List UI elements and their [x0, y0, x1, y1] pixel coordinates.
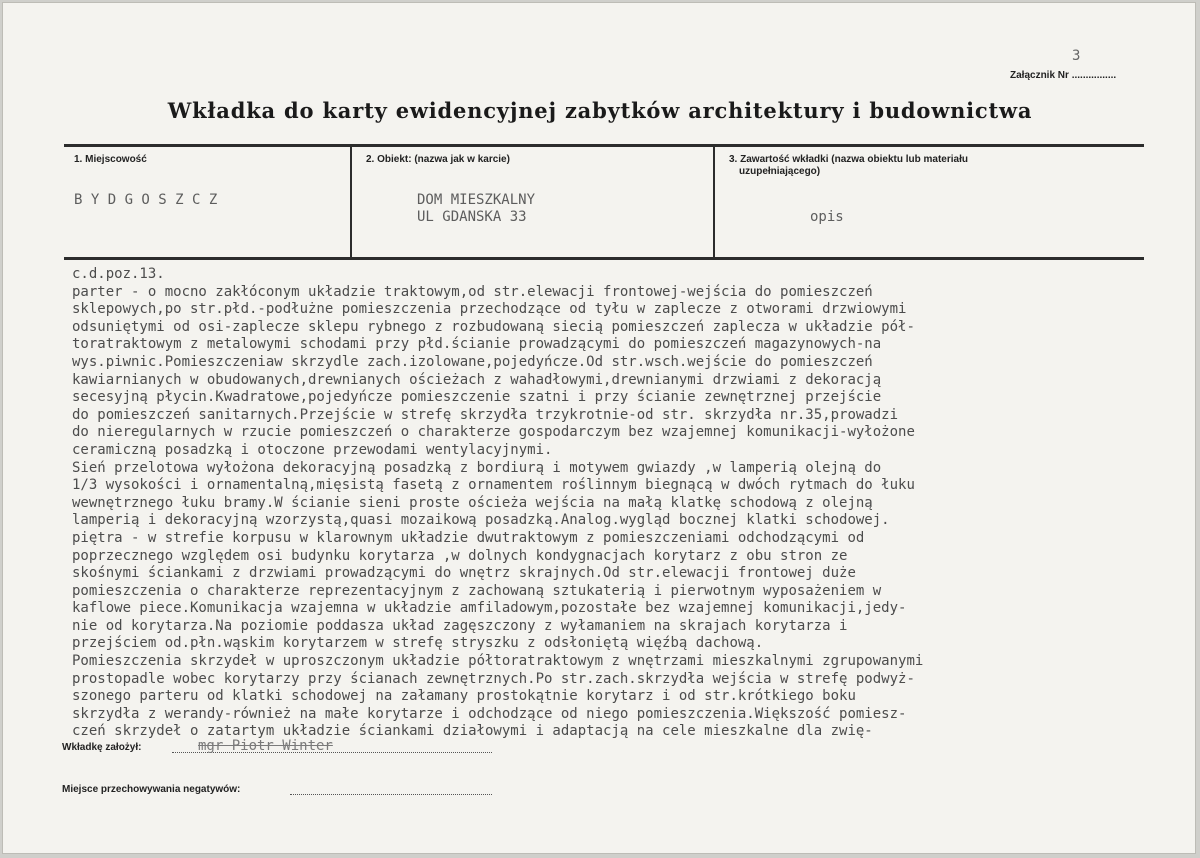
- content-value: opis: [810, 209, 844, 225]
- object-value-line1: DOM MIESZKALNY: [417, 192, 536, 208]
- text-line: ceramiczną posadzką i otoczone przewodami wentylacyjnymi.: [72, 441, 553, 458]
- text-line: do pomieszczeń sanitarnych.Przejście w strefę skrzydła trzykrotnie-od str. skrzydła nr.35,prowadzi: [72, 406, 899, 423]
- page-number: 3: [1072, 48, 1081, 64]
- text-line: szonego parteru od klatki schodowej na załamany prostokątnie korytarz i od str.krótkiego boku: [72, 688, 856, 705]
- column-divider-2: [713, 147, 715, 259]
- text-line: nie od korytarza.Na poziomie poddasza układ zagęszczony z wyłamaniem na skrajach korytarza i: [72, 617, 848, 634]
- text-line: kaflowe piece.Komunikacja wzajemna w układzie amfiladowym,pozostałe bez wzajemnej komunikacji,jedy-: [72, 600, 907, 617]
- table-bottom-rule: [64, 257, 1144, 260]
- text-line: parter - o mocno zakłóconym układzie traktowym,od str.elewacji frontowej-wejścia do pomieszczeń: [72, 283, 873, 300]
- text-line: prostopadle wobec korytarzy przy ścianach zewnętrznych.Po str.zach.skrzydła wejścia w strefę podwyż-: [72, 670, 915, 687]
- column-divider-1: [350, 147, 352, 259]
- table-top-rule: [64, 144, 1144, 147]
- object-value-line2: UL GDANSKA 33: [417, 209, 527, 225]
- text-line: poprzecznego względem osi budynku korytarza ,w dolnych kondygnacjach korytarz z obu stron ze: [72, 547, 848, 564]
- text-line: sklepowych,po str.płd.-podłużne pomieszczenia przechodzące od tyłu w zaplecze z otworami drzwiowymi: [72, 301, 907, 318]
- text-line: skrzydła z werandy-również na małe korytarze i odchodzące od niego pomieszczenia.Większość pomiesz-: [72, 705, 907, 722]
- text-line: secesyjną płycin.Kwadratowe,pojedyńcze pomieszczenie szatni i przy ścianie zewnętrznej przejście: [72, 389, 882, 406]
- text-line: wewnętrznego łuku bramy.W ścianie sieni proste ościeża wejścia na małą klatkę schodową z olejną: [72, 494, 873, 511]
- description-text: [72, 266, 923, 741]
- negatives-label: Miejsce przechowywania negatywów:: [62, 784, 241, 795]
- text-line: czeń skrzydeł o zatartym układzie ściankami działowymi i adaptacją na cele mieszkalne dla zwię-: [72, 723, 873, 740]
- text-line: Pomieszczenia skrzydeł w uproszczonym układzie półtoratraktowym z wnętrzami mieszkalnymi zgrupowanymi: [72, 653, 924, 670]
- text-line: c.d.poz.13.: [72, 266, 165, 282]
- text-line: lamperią i dekoracyjną wzorzystą,quasi mozaikową posadzką.Analog.wygląd bocznej klatki schodowej.: [72, 512, 890, 529]
- form-title: Wkładka do karty ewidencyjnej zabytków architektury i budownictwa: [167, 98, 1033, 123]
- text-line: odsuniętymi od osi-zaplecze sklepu rybnego z rozbudowaną siecią pomieszczeń zaplecza w układzie pół-: [72, 318, 915, 335]
- author-label: Wkładkę założył:: [62, 742, 142, 753]
- text-line: piętra - w strefie korpusu w klarownym układzie dwutraktowym z pomieszczeniami odchodzącymi od: [72, 529, 865, 546]
- text-line: skośnymi ściankami z drzwiami prowadzącymi do wnętrz skrajnych.Od str.elewacji frontowej duże: [72, 565, 856, 582]
- locality-label: 1. Miejscowość: [74, 154, 147, 165]
- object-label: 2. Obiekt: (nazwa jak w karcie): [366, 154, 510, 165]
- author-value: mgr Piotr Winter: [198, 738, 333, 754]
- text-line: toratraktowym z metalowymi schodami przy płd.ścianie prowadzącymi do pomieszczeń magazynowych-na: [72, 336, 882, 353]
- content-label: 3. Zawartość wkładki (nazwa obiektu lub materiału uzupełniającego): [729, 154, 968, 177]
- text-line: pomieszczenia o charakterze reprezentacyjnym z zachowaną sztukaterią i pierwotnym wyposażeniem w: [72, 582, 882, 599]
- attachment-label: Załącznik Nr ................: [1010, 70, 1117, 81]
- text-line: przejściem od.płn.wąskim korytarzem w strefę stryszku z odsłoniętą więźbą dachową.: [72, 635, 764, 652]
- text-line: 1/3 wysokości i ornamentalną,mięsistą fasetą z ornamentem roślinnym biegnącą w dwóch rytmach do łuku: [72, 477, 915, 494]
- text-line: kawiarnianych w obudowanych,drewnianych ościeżach z wahadłowymi,drewnianymi drzwiami z dekoracją: [72, 371, 882, 388]
- text-line: wys.piwnic.Pomieszczeniaw skrzydle zach.izolowane,pojedyńcze.Od str.wsch.wejście do pomieszczeń: [72, 353, 873, 370]
- text-line: Sień przelotowa wyłożona dekoracyjną posadzką z bordiurą i motywem gwiazdy ,w lamperią olejną do: [72, 459, 882, 476]
- text-line: do nieregularnych w rzucie pomieszczeń o charakterze gospodarczym bez wzajemnej komunikacji-wyłożone: [72, 424, 915, 441]
- negatives-dotted-line: [290, 794, 492, 795]
- locality-value: B Y D G O S Z C Z: [74, 192, 218, 208]
